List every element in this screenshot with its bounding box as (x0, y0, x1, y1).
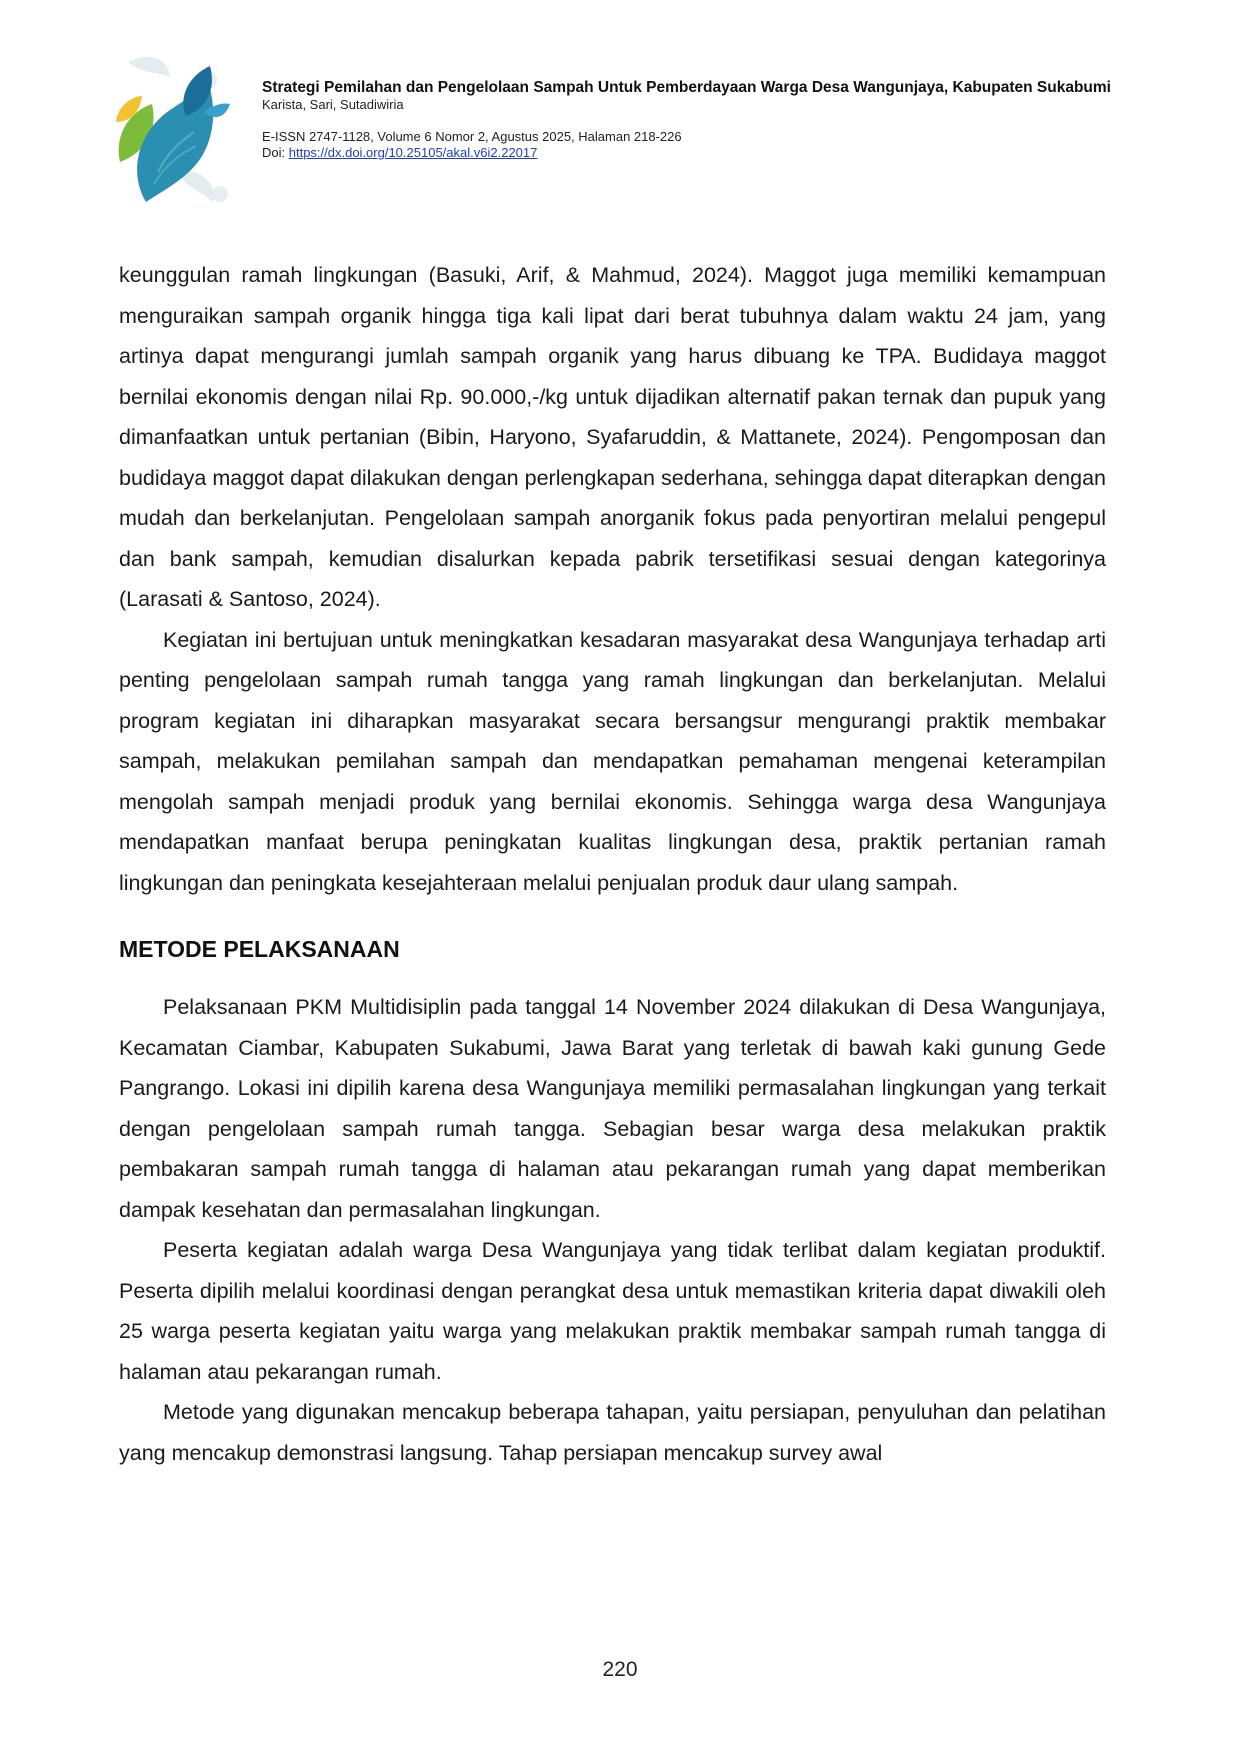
article-authors: Karista, Sari, Sutadiwiria (262, 97, 404, 112)
doi-link[interactable]: https://dx.doi.org/10.25105/akal.v6i2.22017 (288, 145, 538, 160)
paragraph-maggot: keunggulan ramah lingkungan (Basuki, Arif, & Mahmud, 2024). Maggot juga memiliki kemampuan menguraikan sampah organik hingga tiga kali lipat dari berat tubuhnya dalam waktu 24 jam, yang artinya dapat mengurangi jumlah sampah organik yang harus dibuang ke TPA. Budidaya maggot bernilai ekonomis dengan nilai Rp. 90.000,-/kg untuk dijadikan alternatif pakan ternak dan pupuk yang dimanfaatkan untuk pertanian (Bibin, Haryono, Syafaruddin, & Mattanete, 2024). Pengomposan dan budidaya maggot dapat dilakukan dengan perlengkapan sederhana, sehingga dapat diterapkan dengan mudah dan berkelanjutan. Pengelolaan sampah anorganik fokus pada penyortiran melalui pengepul dan bank sampah, kemudian disalurkan kepada pabrik tersetifikasi sesuai dengan kategorinya (Larasati & Santoso, 2024). (119, 263, 1106, 611)
paragraph-participants: Peserta kegiatan adalah warga Desa Wangunjaya yang tidak terlibat dalam kegiatan produktif. Peserta dipilih melalui koordinasi dengan perangkat desa untuk memastikan kriteria dapat diwakili oleh 25 warga peserta kegiatan yaitu warga yang melakukan praktik membakar sampah rumah tangga di halaman atau pekarangan rumah. (119, 1238, 1106, 1384)
section-heading-metode: METODE PELAKSANAAN (119, 936, 400, 962)
paragraph-location: Pelaksanaan PKM Multidisiplin pada tanggal 14 November 2024 dilakukan di Desa Wangunjaya, Kecamatan Ciambar, Kabupaten Sukabumi, Jawa Barat yang terletak di bawah kaki gunung Gede Pangrango. Lokasi ini dipilih karena desa Wangunjaya memiliki permasalahan lingkungan yang terkait dengan pengelolaan sampah rumah tangga. Sebagian besar warga desa melakukan praktik pembakaran sampah rumah tangga di halaman atau pekarangan rumah yang dapat memberikan dampak kesehatan dan permasalahan lingkungan. (119, 995, 1106, 1222)
paragraph-objectives: Kegiatan ini bertujuan untuk meningkatkan kesadaran masyarakat desa Wangunjaya terhadap arti penting pengelolaan sampah rumah tangga yang ramah lingkungan dan berkelanjutan. Melalui program kegiatan ini diharapkan masyarakat secara bersangsur mengurangi praktik membakar sampah, melakukan pemilahan sampah dan mendapatkan pemahaman mengenai keterampilan mengolah sampah menjadi produk yang bernilai ekonomis. Sehingga warga desa Wangunjaya mendapatkan manfaat berupa peningkatan kualitas lingkungan desa, praktik pertanian ramah lingkungan dan peningkata kesejahteraan melalui penjualan produk daur ulang sampah. (119, 627, 1106, 895)
running-header (262, 78, 1122, 161)
doi-line (262, 145, 1122, 161)
journal-issn-volume: E-ISSN 2747-1128, Volume 6 Nomor 2, Agustus 2025, Halaman 218-226 (262, 129, 682, 144)
paragraph-methods: Metode yang digunakan mencakup beberapa tahapan, yaitu persiapan, penyuluhan dan pelatihan yang mencakup demonstrasi langsung. Tahap persiapan mencakup survey awal (119, 1400, 1106, 1465)
article-body (119, 255, 1106, 1473)
doi-label: Doi: (262, 145, 289, 160)
article-title: Strategi Pemilahan dan Pengelolaan Sampah Untuk Pemberdayaan Warga Desa Wangunjaya, Kabupaten Sukabumi (262, 79, 1111, 96)
page-number: 220 (602, 1658, 638, 1681)
journal-logo (108, 52, 238, 210)
